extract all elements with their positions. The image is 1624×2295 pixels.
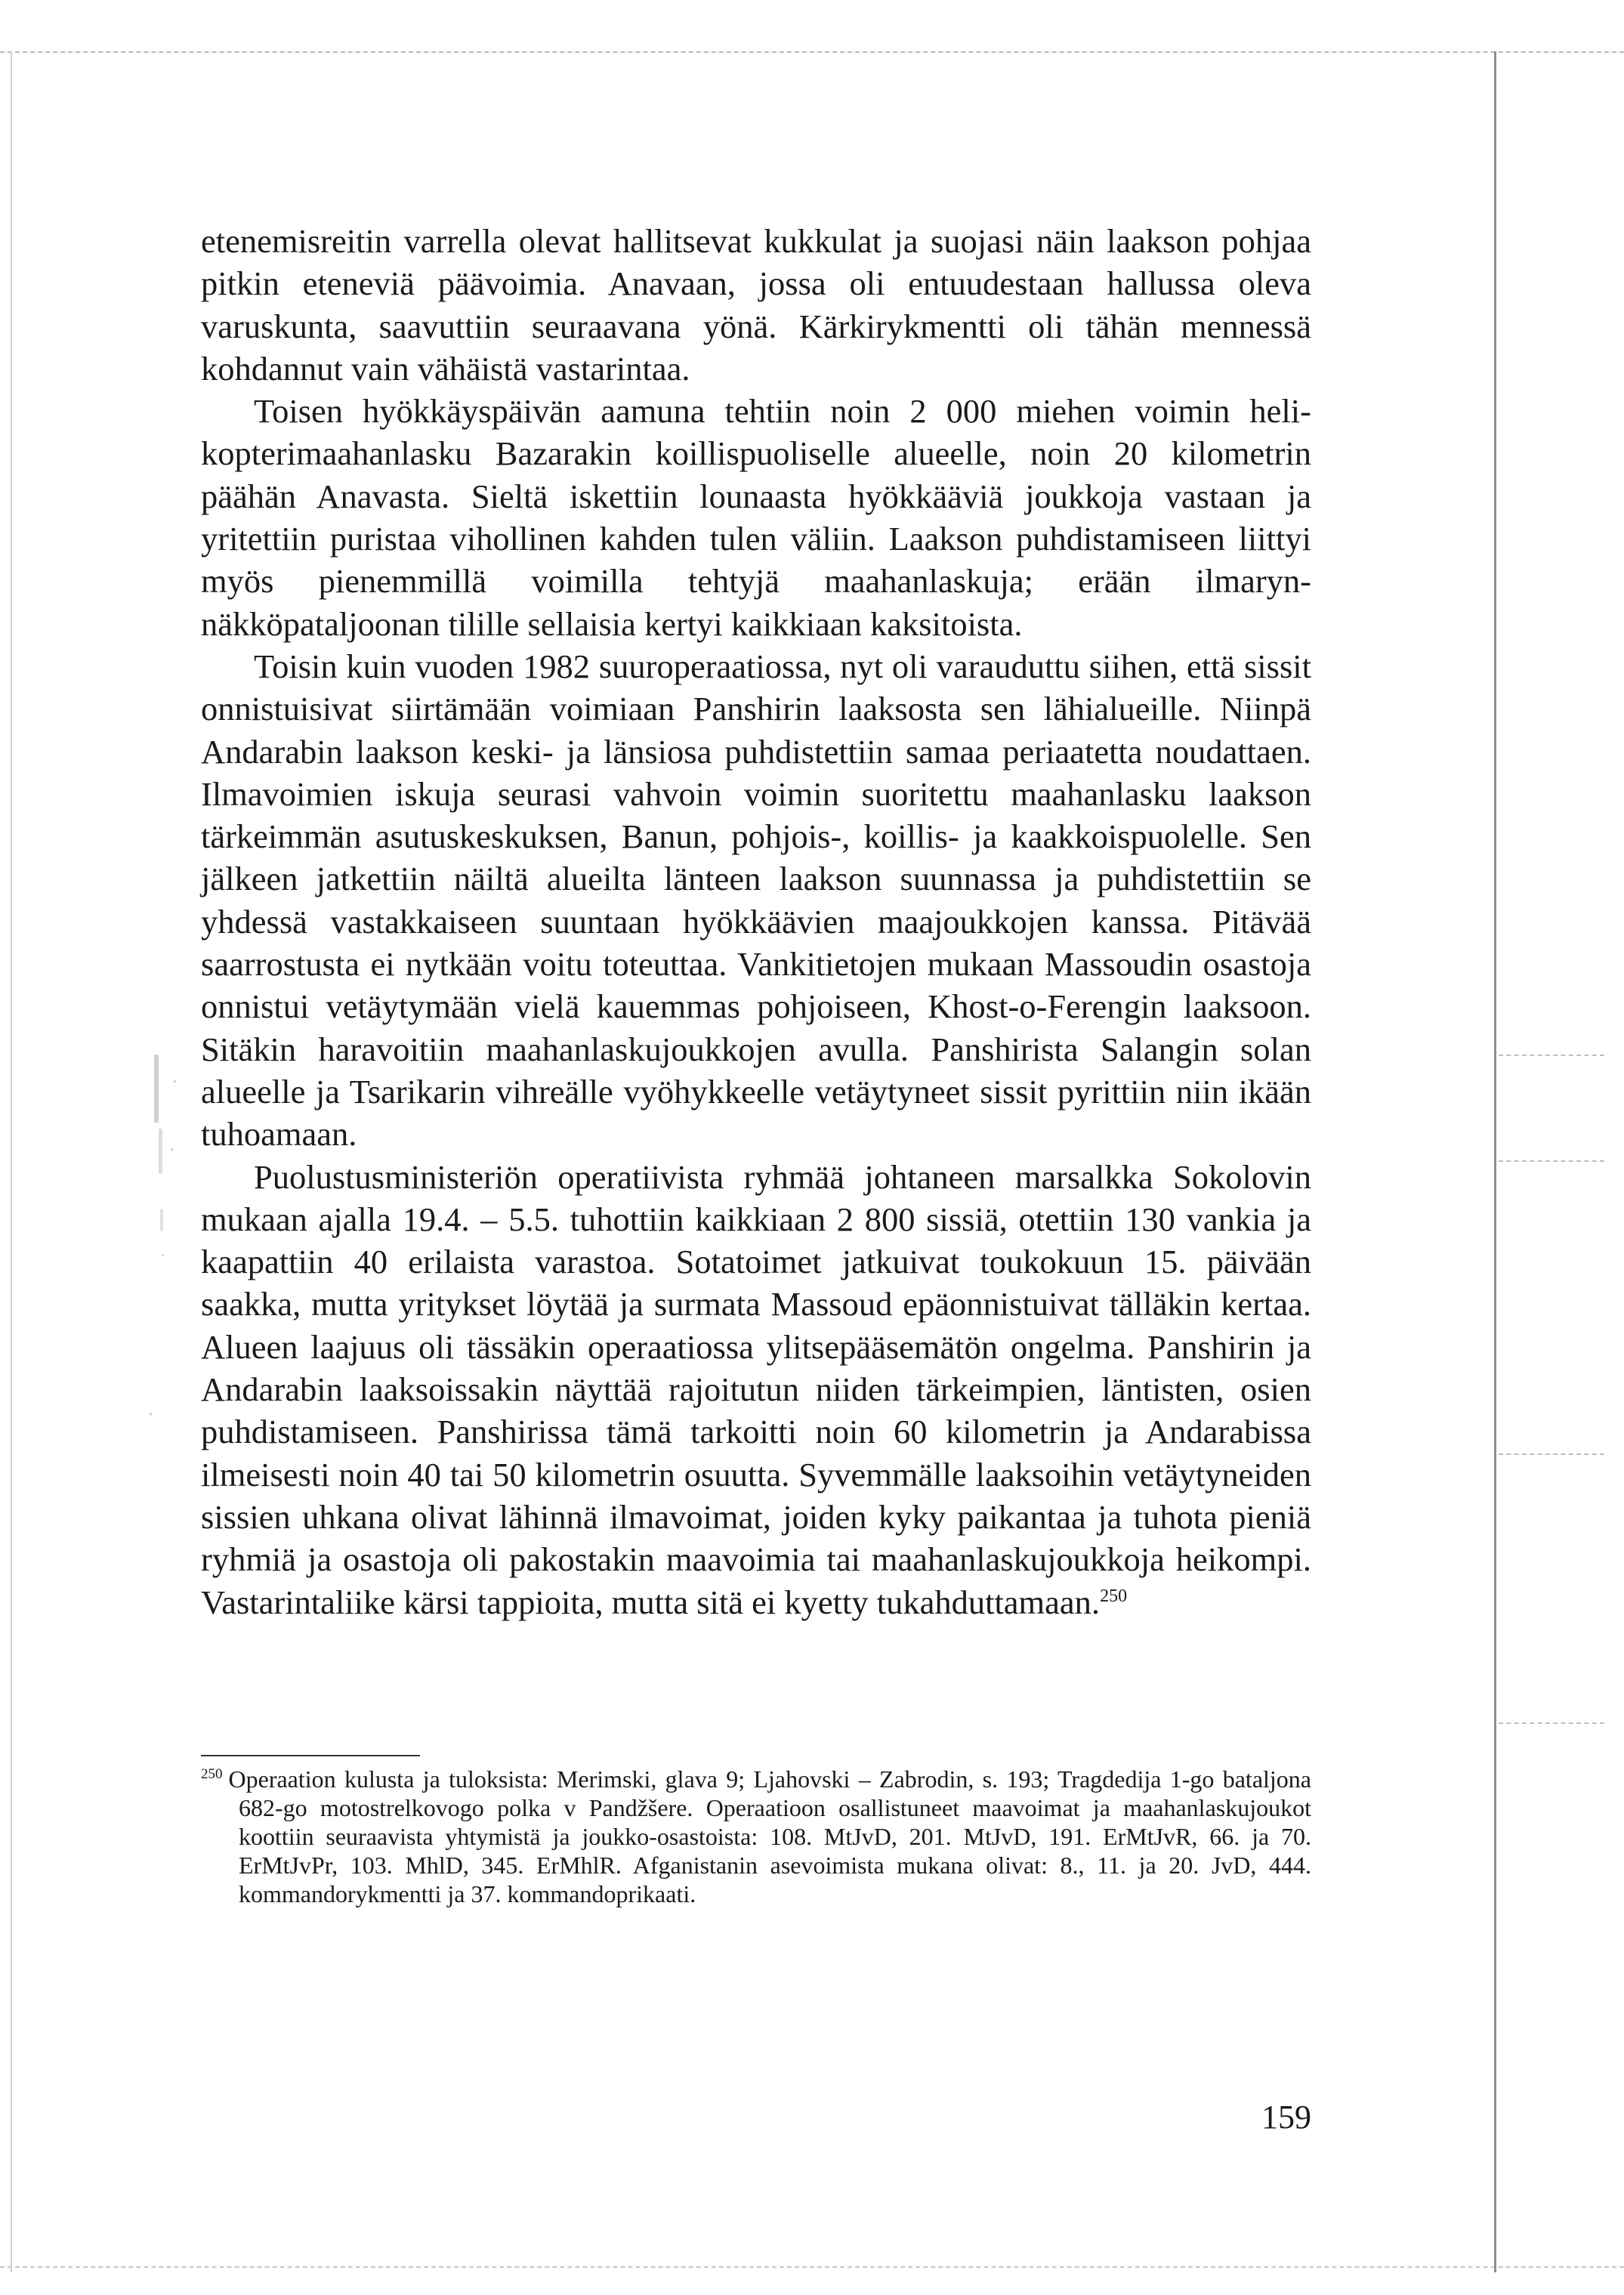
page-edge-top [0,51,1624,53]
page-edge-right [1494,51,1496,2272]
body-text [201,220,1311,1623]
scan-speckle [160,1209,163,1231]
edge-tick [1499,1055,1604,1056]
page-edge-bottom [0,2266,1624,2268]
footnote [201,1765,1311,1908]
edge-tick [1499,1722,1604,1724]
paragraph: Toisen hyökkäyspäivän aamuna tehtiin noin 2 000 miehen voimin helikopterimaahanlasku Bazarakin koillispuoliselle alueelle, noin 20 kilometrin päähän Anavasta. Sieltä iskettiin lounaasta hyökkääviä joukkoja vastaan ja yritettiin puristaa vihollinen kahden tulen väliin. Laakson puhdistamiseen liittyi myös pienemmillä voimilla tehtyjä maahanlaskuja; erään ilmarynnäkköpataljoonan tilille sellaisia kertyi kaikkiaan kaksitoista. [201,392,1311,643]
footnote-text: Operaation kulusta ja tuloksista: Merimski, glava 9; Ljahovski – Zabrodin, s. 193; Tragdedija 1-go bataljona 682-go motostrelkovogo polka v Pandžšere. Operaatioon osallistuneet maavoimat ja maahanlaskujoukot koottiin seuraavista yhtymistä ja joukko-osastoista: 108. MtJvD, 201. MtJvD, 191. ErMtJvR, 66. ja 70. ErMtJvPr, 103. MhlD, 345. ErMhlR. Afganistanin asevoimista mukana olivat: 8., 11. ja 20. JvD, 444. kommandorykmentti ja 37. kommandoprikaati. [228,1765,1311,1907]
scan-speckle [150,1413,152,1416]
paragraph-text: Puolustusministeriön operatiivista ryhmää johtaneen marsalkka Sokolovin mukaan ajalla 19.4. – 5.5. tuhottiin kaikkiaan 2 800 sissiä, otettiin 130 vankia ja kaapattiin 40 erilaista varastoa. Sotatoimet jatkuivat toukokuun 15. päivään saakka, mutta yritykset löytää ja surmata Massoud epäonnistuivat tälläkin kertaa. Alueen laajuus oli tässäkin operaatiossa ylitsepääsemätön ongelma. Panshirin ja Andarabin laaksoissakin näyttää rajoitutun niiden tärkeimpien, läntisten, osien puhdistamiseen. Panshirissa tämä tarkoitti noin 60 kilometrin ja Andarabissa ilmeisesti noin 40 tai 50 kilometrin osuutta. Syvemmälle laaksoihin vetäytyneiden sissien uhkana olivat lähinnä ilmavoimat, joiden kyky paikantaa ja tuhota pieniä ryhmiä ja osastoja oli pakostakin maavoimia tai maahanlaskujoukkoja heikompi. Vastarintaliike kärsi tappioita, mutta sitä ei kyetty tukahduttamaan. [201,1157,1311,1621]
paragraph: etenemisreitin varrella olevat hallitsevat kukkulat ja suojasi näin laakson pohjaa pitkin eteneviä päävoimia. Anavaan, jossa oli entuudestaan hallussa oleva varuskunta, saavuttiin seuraavana yönä. Kärkirykmentti oli tähän mennessä kohdannut vain vähäistä vastarintaa. [201,222,1311,388]
footnote-divider [201,1755,420,1756]
footnote-entry [201,1765,1311,1908]
paragraph [201,1156,1311,1623]
edge-tick [1499,1453,1604,1455]
scan-speckle [174,1080,176,1083]
scan-speckle [154,1055,159,1123]
scan-speckle [159,1129,162,1174]
paragraph: Toisin kuin vuoden 1982 suuroperaatiossa, nyt oli varauduttu siihen, että sissit onnistuisivat siirtämään voimiaan Panshirin laaksosta sen lähialueille. Niinpä Andarabin laakson keski- ja länsiosa puhdistettiin samaa periaatetta noudattaen. Ilmavoimien iskuja seurasi vahvoin voimin suoritettu maahanlasku laakson tärkeimmän asutuskeskuksen, Banun, pohjois-, koillis- ja kaakkoispuolelle. Sen jälkeen jatkettiin näiltä alueilta länteen laakson suunnassa ja puhdistettiin se yhdessä vastakkaiseen suuntaan hyökkäävien maajoukkojen kanssa. Pitävää saarrostusta ei nytkään voitu toteuttaa. Vankitietojen mukaan Massoudin osastoja onnistui vetäytymään vielä kauemmas pohjoiseen, Khost-o-Ferengin laaksoon. Sitäkin haravoitiin maahanlaskujoukkojen avulla. Panshirista Salangin solan alueelle ja Tsarikarin vihreälle vyöhykkeelle vetäytyneet sissit pyrittiin niin ikään tuhoamaan. [201,647,1311,1154]
page-number: 159 [1261,2099,1311,2136]
footnote-reference[interactable]: 250 [1100,1586,1128,1606]
footnote-number: 250 [201,1766,223,1783]
scan-speckle [162,1254,164,1256]
edge-tick [1499,1160,1604,1162]
scan-speckle [171,1148,173,1151]
page-edge-left [11,51,12,2272]
